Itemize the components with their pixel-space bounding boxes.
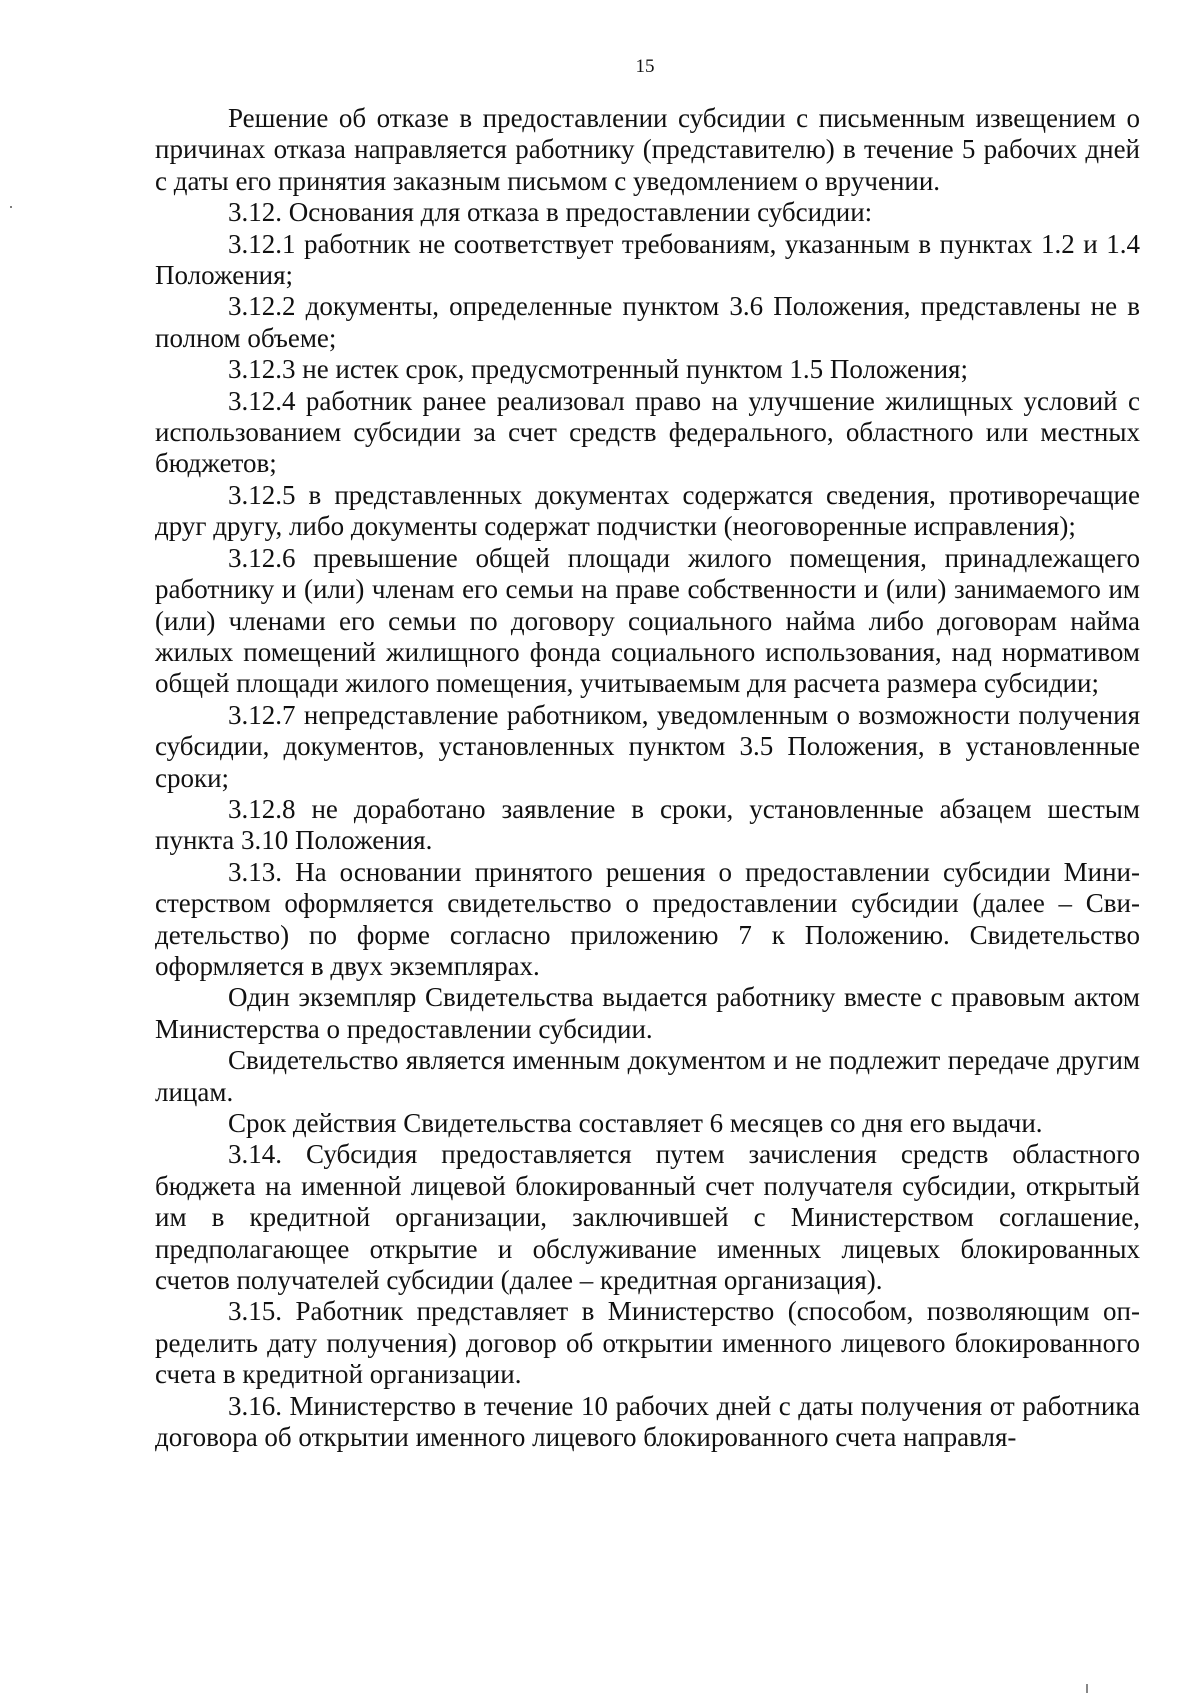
paragraph-certificate-named: Свидетельство является именным документом и не подлежит передаче другим лицам. [155,1045,1140,1107]
paragraph-3-12-7: 3.12.7 непредставление работником, уведомленным о возможности получения субсидии, документов, установленных пунктом 3.5 Положения, в установленные сроки; [155,699,1140,793]
paragraph-3-13: 3.13. На основании принятого решения о предоставлении субсидии Министерством оформляется свидетельство о предоставлении субсидии (далее – Свидетельство) по форме согласно приложению 7 к Положению. Свидетельство оформляется в двух экземплярах. [155,856,1140,981]
paragraph-refusal-notice: Решение об отказе в предоставлении субсидии с письменным извещением о причинах отказа направляется работнику (представителю) в течение 5 рабочих дней с даты его принятия заказным письмом с уведомлением о вручении. [155,103,1140,196]
paragraph-certificate-copy: Один экземпляр Свидетельства выдается работнику вместе с правовым актом Министерства о предоставлении субсидии. [155,982,1140,1044]
paragraph-3-16: 3.16. Министерство в течение 10 рабочих дней с даты получения от работника договора об открытии именного лицевого блокированного счета направля- [155,1390,1140,1453]
paragraph-certificate-validity: Срок действия Свидетельства составляет 6 месяцев со дня его выдачи. [228,1108,1043,1138]
paragraph-3-12-4: 3.12.4 работник ранее реализовал право на улучшение жилищных условий с использованием субсидии за счет средств федерального, областного или местных бюджетов; [155,385,1140,479]
page-number: 15 [635,56,655,77]
document-body [155,103,1140,1453]
paragraph-3-12: 3.12. Основания для отказа в предоставлении субсидии: [228,197,873,228]
paragraph-3-15: 3.15. Работник представляет в Министерство (способом, позволяющим определить дату получения) договор об открытии именного лицевого блокированного счета в кредитной организации. [155,1296,1140,1390]
paragraph-3-12-2: 3.12.2 документы, определенные пунктом 3.6 Положения, представлены не в полном объеме; [155,291,1140,353]
paragraph-3-14: 3.14. Субсидия предоставляется путем зачисления средств областного бюджета на именной лицевой блокированный счет получателя субсидии, открытый им в кредитной организации, заключившей с Министерством соглашение, предполагающее открытие и обслуживание именных лицевых блокированных счетов получателей субсидии (далее – кредитная организация). [155,1139,1140,1296]
paragraph-3-12-1: 3.12.1 работник не соответствует требованиям, указанным в пунктах 1.2 и 1.4 Положения; [155,228,1140,291]
scan-corner-mark [1086,1684,1088,1693]
paragraph-3-12-5: 3.12.5 в представленных документах содержатся сведения, противоречащие друг другу, либо документы содержат подчистки (неоговоренные исправления); [155,479,1140,542]
paragraph-3-12-8: 3.12.8 не доработано заявление в сроки, установленные абзацем шестым пункта 3.10 Положения. [155,793,1140,856]
scan-speck [10,206,12,208]
paragraph-3-12-6: 3.12.6 превышение общей площади жилого помещения, принадлежащего работнику и (или) членам его семьи на праве собственности и (или) занимаемого им (или) членами его семьи по договору социального найма либо договорам найма жилых помещений жилищного фонда социального использования, над нормативом общей площади жилого помещения, учитываемым для расчета размера субсидии; [155,542,1140,699]
paragraph-3-12-3: 3.12.3 не истек срок, предусмотренный пунктом 1.5 Положения; [228,354,968,385]
